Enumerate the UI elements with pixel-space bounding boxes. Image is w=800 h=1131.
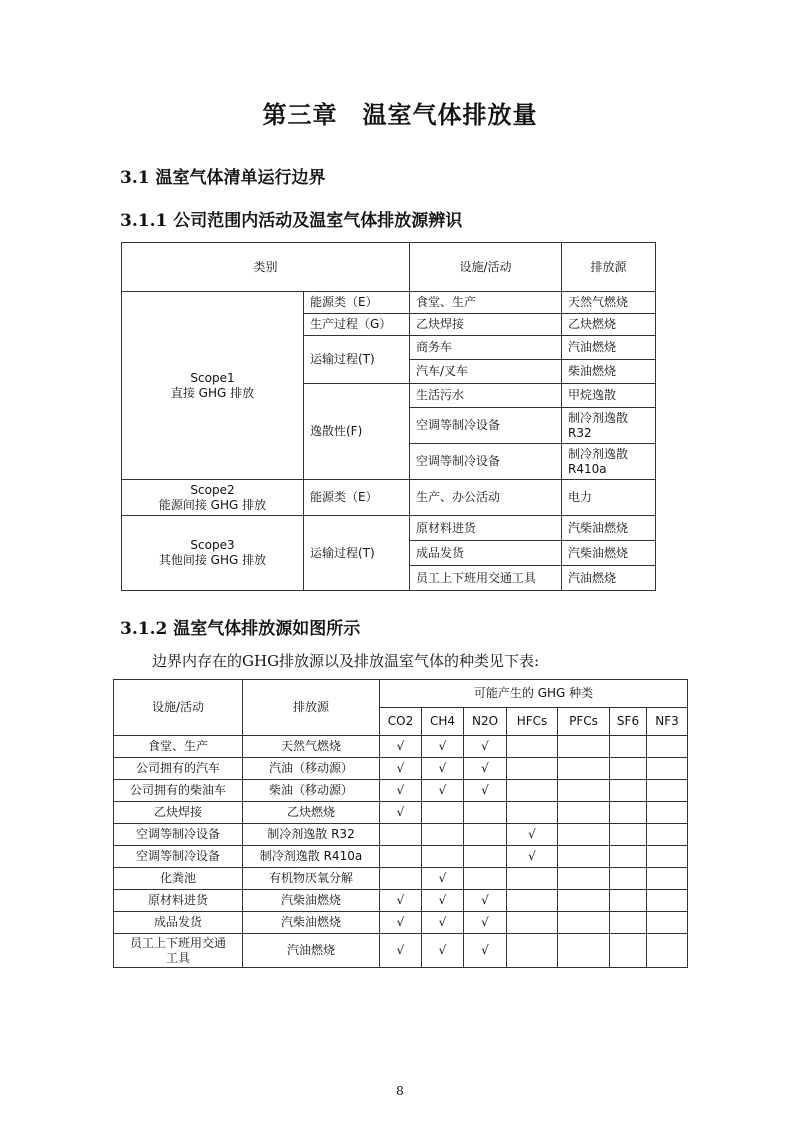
section-heading-3-1: 3.1 温室气体清单运行边界 bbox=[120, 168, 326, 188]
facility-cell: 乙炔焊接 bbox=[114, 802, 243, 824]
table-header-row bbox=[114, 680, 688, 708]
table-row bbox=[114, 802, 688, 824]
check-cell bbox=[507, 868, 558, 890]
scope2-label: Scope2 bbox=[190, 482, 235, 497]
source-cell: 制冷剂逸散 R32 bbox=[243, 824, 380, 846]
check-cell: √ bbox=[507, 846, 558, 868]
scope1-desc: 直接 GHG 排放 bbox=[170, 385, 255, 400]
check-cell bbox=[610, 890, 647, 912]
subcategory-transport: 运输过程(T) bbox=[304, 516, 410, 591]
check-cell bbox=[647, 890, 688, 912]
facility-line: 员工上下班用交通 bbox=[129, 935, 226, 950]
check-cell bbox=[507, 736, 558, 758]
check-cell bbox=[380, 824, 422, 846]
check-cell: √ bbox=[464, 912, 507, 934]
table-row bbox=[122, 516, 656, 541]
check-cell bbox=[647, 912, 688, 934]
check-cell bbox=[464, 824, 507, 846]
check-cell bbox=[610, 868, 647, 890]
scope1-label: Scope1 bbox=[190, 370, 235, 385]
table-row bbox=[114, 912, 688, 934]
check-cell bbox=[422, 824, 464, 846]
header-source: 排放源 bbox=[562, 243, 656, 292]
facility-cell: 空调等制冷设备 bbox=[114, 824, 243, 846]
check-cell bbox=[647, 736, 688, 758]
check-cell: √ bbox=[464, 934, 507, 968]
source-cell: 制冷剂逸散 R410a bbox=[243, 846, 380, 868]
header-category: 类别 bbox=[122, 243, 410, 292]
header-gas-n2o: N2O bbox=[464, 708, 507, 736]
table-row bbox=[114, 934, 688, 968]
subcategory-energy: 能源类（E） bbox=[304, 292, 410, 314]
header-gas-co2: CO2 bbox=[380, 708, 422, 736]
facility-cell: 食堂、生产 bbox=[410, 292, 562, 314]
section-heading-3-1-1: 3.1.1 公司范围内活动及温室气体排放源辨识 bbox=[120, 211, 463, 231]
check-cell: √ bbox=[380, 890, 422, 912]
ghg-type-table bbox=[113, 679, 688, 968]
scope1-cell bbox=[122, 292, 304, 480]
check-cell bbox=[558, 912, 610, 934]
check-cell: √ bbox=[422, 780, 464, 802]
check-cell bbox=[507, 758, 558, 780]
check-cell bbox=[610, 934, 647, 968]
check-cell bbox=[558, 846, 610, 868]
check-cell bbox=[647, 846, 688, 868]
check-cell: √ bbox=[380, 758, 422, 780]
source-cell: 汽油（移动源） bbox=[243, 758, 380, 780]
facility-cell: 化粪池 bbox=[114, 868, 243, 890]
check-cell bbox=[610, 758, 647, 780]
check-cell bbox=[610, 736, 647, 758]
facility-cell: 空调等制冷设备 bbox=[410, 444, 562, 480]
subcategory-energy: 能源类（E） bbox=[304, 480, 410, 516]
section-heading-3-1-2: 3.1.2 温室气体排放源如图所示 bbox=[120, 619, 361, 639]
source-cell: 天然气燃烧 bbox=[562, 292, 656, 314]
check-cell: √ bbox=[422, 934, 464, 968]
check-cell bbox=[507, 912, 558, 934]
check-cell bbox=[422, 846, 464, 868]
facility-cell: 原材料进货 bbox=[114, 890, 243, 912]
source-cell: 乙炔燃烧 bbox=[243, 802, 380, 824]
check-cell bbox=[647, 868, 688, 890]
source-cell: 汽柴油燃烧 bbox=[562, 516, 656, 541]
check-cell bbox=[558, 868, 610, 890]
check-cell: √ bbox=[380, 780, 422, 802]
table-row bbox=[114, 890, 688, 912]
facility-cell: 乙炔焊接 bbox=[410, 314, 562, 336]
source-cell: 乙炔燃烧 bbox=[562, 314, 656, 336]
scope2-cell bbox=[122, 480, 304, 516]
facility-cell: 成品发货 bbox=[410, 541, 562, 566]
check-cell: √ bbox=[464, 736, 507, 758]
chapter-title: 第三章 温室气体排放量 bbox=[262, 100, 538, 129]
check-cell bbox=[647, 802, 688, 824]
facility-cell bbox=[114, 934, 243, 968]
source-cell: 天然气燃烧 bbox=[243, 736, 380, 758]
header-gas-ch4: CH4 bbox=[422, 708, 464, 736]
table-row bbox=[114, 868, 688, 890]
source-line: R32 bbox=[568, 425, 592, 440]
check-cell: √ bbox=[507, 824, 558, 846]
check-cell bbox=[558, 802, 610, 824]
source-cell: 汽柴油燃烧 bbox=[562, 541, 656, 566]
check-cell bbox=[380, 868, 422, 890]
header-gas-pfcs: PFCs bbox=[558, 708, 610, 736]
check-cell bbox=[507, 780, 558, 802]
facility-cell: 食堂、生产 bbox=[114, 736, 243, 758]
source-cell: 有机物厌氧分解 bbox=[243, 868, 380, 890]
source-cell: 汽油燃烧 bbox=[562, 566, 656, 591]
header-gas-nf3: NF3 bbox=[647, 708, 688, 736]
check-cell bbox=[610, 846, 647, 868]
table-row bbox=[114, 758, 688, 780]
table-row bbox=[122, 292, 656, 314]
check-cell bbox=[464, 802, 507, 824]
subcategory-process: 生产过程（G） bbox=[304, 314, 410, 336]
check-cell bbox=[610, 912, 647, 934]
source-cell: 柴油燃烧 bbox=[562, 360, 656, 384]
table-row bbox=[114, 846, 688, 868]
check-cell bbox=[558, 890, 610, 912]
scope-table bbox=[121, 242, 656, 591]
check-cell: √ bbox=[422, 736, 464, 758]
check-cell bbox=[464, 846, 507, 868]
check-cell bbox=[610, 780, 647, 802]
check-cell bbox=[507, 802, 558, 824]
header-facility: 设施/活动 bbox=[410, 243, 562, 292]
scope3-cell bbox=[122, 516, 304, 591]
table-row bbox=[114, 736, 688, 758]
check-cell: √ bbox=[422, 890, 464, 912]
facility-cell: 员工上下班用交通工具 bbox=[410, 566, 562, 591]
facility-cell: 商务车 bbox=[410, 336, 562, 360]
scope3-label: Scope3 bbox=[190, 538, 235, 552]
check-cell bbox=[647, 758, 688, 780]
scope3-desc: 其他间接 GHG 排放 bbox=[158, 553, 267, 567]
check-cell bbox=[380, 846, 422, 868]
check-cell bbox=[558, 780, 610, 802]
source-line: R410a bbox=[568, 461, 607, 476]
check-cell: √ bbox=[464, 890, 507, 912]
table-row bbox=[122, 480, 656, 516]
header-source: 排放源 bbox=[243, 680, 380, 736]
source-cell: 汽油燃烧 bbox=[562, 336, 656, 360]
facility-cell: 生产、办公活动 bbox=[410, 480, 562, 516]
check-cell: √ bbox=[380, 912, 422, 934]
intro-paragraph: 边界内存在的GHG排放源以及排放温室气体的种类见下表: bbox=[152, 652, 540, 670]
source-cell: 甲烷逸散 bbox=[562, 384, 656, 408]
facility-cell: 空调等制冷设备 bbox=[114, 846, 243, 868]
facility-cell: 原材料进货 bbox=[410, 516, 562, 541]
check-cell bbox=[507, 934, 558, 968]
subcategory-fugitive: 逸散性(F) bbox=[304, 384, 410, 480]
facility-cell: 成品发货 bbox=[114, 912, 243, 934]
source-line: 制冷剂逸散 bbox=[568, 410, 629, 425]
source-cell bbox=[562, 408, 656, 444]
facility-cell: 空调等制冷设备 bbox=[410, 408, 562, 444]
check-cell bbox=[464, 868, 507, 890]
facility-cell: 汽车/叉车 bbox=[410, 360, 562, 384]
check-cell: √ bbox=[422, 868, 464, 890]
check-cell: √ bbox=[380, 934, 422, 968]
check-cell bbox=[422, 802, 464, 824]
check-cell: √ bbox=[422, 758, 464, 780]
check-cell bbox=[610, 802, 647, 824]
source-cell: 汽柴油燃烧 bbox=[243, 890, 380, 912]
source-cell bbox=[562, 444, 656, 480]
header-facility: 设施/活动 bbox=[114, 680, 243, 736]
check-cell bbox=[558, 824, 610, 846]
source-cell: 柴油（移动源） bbox=[243, 780, 380, 802]
subcategory-transport: 运输过程(T) bbox=[304, 336, 410, 384]
table-row bbox=[114, 780, 688, 802]
facility-cell: 公司拥有的汽车 bbox=[114, 758, 243, 780]
facility-cell: 公司拥有的柴油车 bbox=[114, 780, 243, 802]
source-cell: 汽油燃烧 bbox=[243, 934, 380, 968]
check-cell bbox=[558, 758, 610, 780]
check-cell: √ bbox=[380, 736, 422, 758]
facility-line: 工具 bbox=[165, 950, 190, 965]
check-cell bbox=[507, 890, 558, 912]
source-cell: 电力 bbox=[562, 480, 656, 516]
source-line: 制冷剂逸散 bbox=[568, 446, 629, 461]
check-cell bbox=[558, 934, 610, 968]
check-cell bbox=[647, 780, 688, 802]
header-gas-hfcs: HFCs bbox=[507, 708, 558, 736]
check-cell bbox=[558, 736, 610, 758]
header-gas-sf6: SF6 bbox=[610, 708, 647, 736]
check-cell bbox=[647, 824, 688, 846]
check-cell: √ bbox=[422, 912, 464, 934]
source-cell: 汽柴油燃烧 bbox=[243, 912, 380, 934]
check-cell: √ bbox=[464, 780, 507, 802]
check-cell bbox=[647, 934, 688, 968]
header-ghg-group: 可能产生的 GHG 种类 bbox=[380, 680, 688, 708]
check-cell: √ bbox=[464, 758, 507, 780]
scope2-desc: 能源间接 GHG 排放 bbox=[158, 497, 267, 512]
facility-cell: 生活污水 bbox=[410, 384, 562, 408]
table-header-row bbox=[122, 243, 656, 292]
check-cell: √ bbox=[380, 802, 422, 824]
check-cell bbox=[610, 824, 647, 846]
table-row bbox=[114, 824, 688, 846]
page-number: 8 bbox=[396, 1084, 404, 1098]
